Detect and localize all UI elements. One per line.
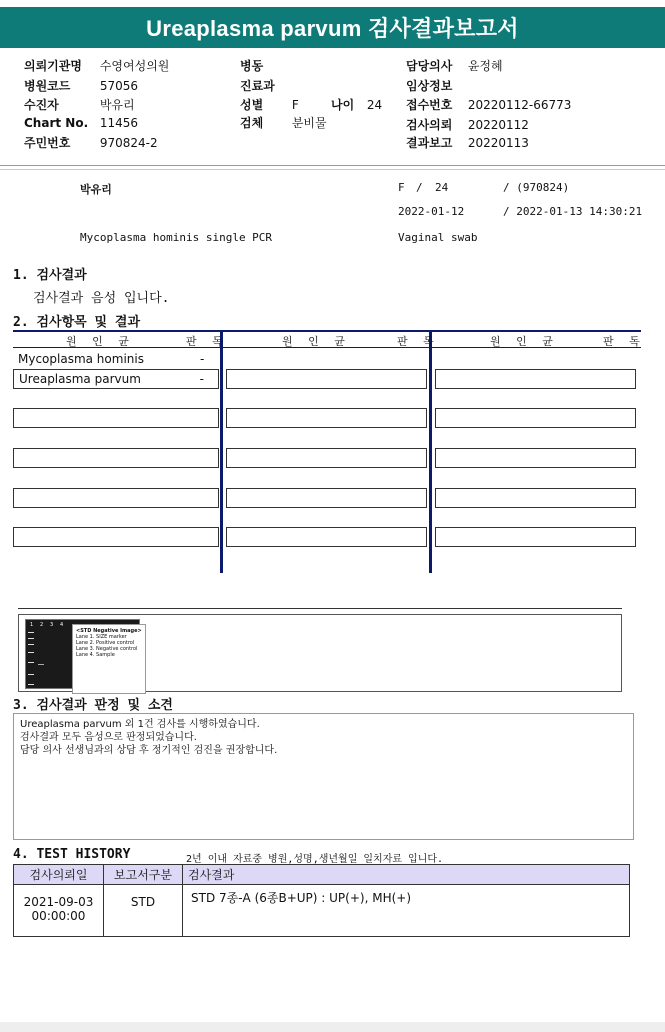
- table-divider-2: [429, 330, 432, 573]
- image-top-line: [18, 608, 622, 609]
- section-3-title: 3. 검사결과 판정 및 소견: [13, 698, 173, 713]
- empty-cell: [226, 488, 427, 508]
- empty-cell: [226, 369, 427, 389]
- reception-value: 20220112-66773: [467, 98, 572, 112]
- col-cause-3: 원 인 균: [490, 335, 559, 348]
- gel-image: [25, 619, 140, 689]
- age-row: [331, 96, 382, 113]
- report-row: [406, 134, 529, 151]
- history-table: [13, 864, 630, 937]
- doctor-row: [406, 57, 503, 74]
- ward-row: [240, 57, 267, 74]
- report-title: Ureaplasma parvum 검사결과보고서: [0, 7, 665, 48]
- gel-legend-title: <STD Negative Image>: [76, 628, 142, 634]
- history-header: 검사의뢰일: [14, 865, 104, 885]
- summary-specimen: Vaginal swab: [398, 231, 478, 244]
- empty-cell: [13, 408, 219, 428]
- request-label: 검사의뢰: [406, 118, 453, 132]
- summary-test: Mycoplasma hominis single PCR: [80, 231, 273, 244]
- request-value: 20220112: [467, 118, 529, 132]
- doctor-label: 담당의사: [406, 59, 453, 73]
- code-value: 57056: [99, 79, 139, 93]
- bottom-bar: [0, 1022, 665, 1032]
- summary-date2: / 2022-01-13 14:30:21: [503, 205, 643, 218]
- history-header-row: [14, 865, 630, 885]
- ward-label: 병동: [240, 59, 264, 73]
- summary-date1: 2022-01-12: [398, 205, 465, 218]
- lane-label: 1: [30, 622, 34, 628]
- header-divider: [0, 165, 665, 166]
- empty-cell: [435, 448, 636, 468]
- id-row: [24, 134, 158, 151]
- summary-slash: /: [416, 181, 423, 194]
- hospital-label: 의뢰기관명: [24, 59, 82, 73]
- opinion-line: 검사결과 모두 음성으로 판정되었습니다.: [20, 732, 197, 743]
- empty-cell: [435, 527, 636, 547]
- hospital-row: [24, 57, 169, 74]
- empty-cell: [226, 448, 427, 468]
- result-row: [13, 369, 219, 389]
- section-4-title: 4. TEST HISTORY: [13, 847, 131, 862]
- code-row: [24, 77, 138, 94]
- col-judge-2: 판 독: [397, 335, 440, 348]
- table-top-line: [13, 330, 641, 332]
- opinion-line: Ureaplasma parvum 외 1건 검사를 시행하였습니다.: [20, 719, 260, 730]
- lane-label: 3: [50, 622, 54, 628]
- history-type: STD: [104, 885, 183, 937]
- empty-cell: [226, 527, 427, 547]
- clinical-row: [406, 77, 456, 94]
- history-date: 2021-09-03: [23, 895, 94, 909]
- history-result: STD 7종-A (6종B+UP) : UP(+), MH(+): [183, 885, 630, 937]
- request-row: [406, 116, 529, 133]
- patient-row: [24, 96, 135, 113]
- history-row: [14, 885, 630, 937]
- history-header: 검사결과: [183, 865, 630, 885]
- opinion-box: [13, 713, 634, 840]
- lane-label: 4: [60, 622, 64, 628]
- section-4-note: 2년 이내 자료중 병원,성명,생년월일 일치자료 입니다.: [186, 854, 444, 865]
- empty-cell: [13, 488, 219, 508]
- hospital-value: 수영여성의원: [99, 59, 170, 73]
- opinion-line: 담당 의사 선생님과의 상담 후 정기적인 검진을 권장합니다.: [20, 745, 278, 756]
- table-divider-1: [220, 330, 223, 573]
- section-1-text: 검사결과 음성 입니다.: [33, 291, 170, 306]
- clinical-label: 임상정보: [406, 79, 453, 93]
- empty-cell: [435, 408, 636, 428]
- reception-row: [406, 96, 571, 113]
- result-row-value: -: [200, 352, 205, 366]
- col-judge-1: 판 독: [186, 335, 229, 348]
- summary-name: 박유리: [80, 183, 112, 196]
- reception-label: 접수번호: [406, 98, 453, 112]
- empty-cell: [435, 488, 636, 508]
- empty-cell: [13, 527, 219, 547]
- result-row-name: Ureaplasma parvum: [19, 372, 141, 386]
- specimen-value: 분비물: [291, 116, 327, 130]
- age-value: 24: [366, 98, 383, 112]
- gel-legend-line: Lane 3. Negative control: [76, 646, 138, 652]
- age-label: 나이: [331, 98, 355, 112]
- gel-image-frame: [18, 614, 622, 692]
- summary-sex: F: [398, 181, 405, 194]
- patient-value: 박유리: [99, 98, 135, 112]
- sex-value: F: [291, 98, 299, 112]
- col-cause-1: 원 인 균: [66, 335, 135, 348]
- chart-value: 11456: [99, 116, 139, 130]
- chart-row: [24, 116, 138, 130]
- col-judge-3: 판 독: [603, 335, 646, 348]
- gel-legend-line: Lane 2. Positive control: [76, 640, 135, 646]
- dept-label: 진료과: [240, 79, 275, 93]
- result-row-name: Mycoplasma hominis: [18, 352, 144, 366]
- section-1-title: 1. 검사결과: [13, 268, 87, 283]
- col-cause-2: 원 인 균: [282, 335, 351, 348]
- report-label: 결과보고: [406, 136, 453, 150]
- lane-label: 2: [40, 622, 44, 628]
- id-label: 주민번호: [24, 136, 71, 150]
- gel-legend-line: Lane 1. SIZE marker: [76, 634, 127, 640]
- section-2-title: 2. 검사항목 및 결과: [13, 315, 141, 330]
- summary-birth: / (970824): [503, 181, 570, 194]
- empty-cell: [226, 408, 427, 428]
- sex-label: 성별: [240, 98, 264, 112]
- id-value: 970824-2: [99, 136, 158, 150]
- history-header: 보고서구분: [104, 865, 183, 885]
- result-row-value: -: [199, 372, 204, 386]
- empty-cell: [435, 369, 636, 389]
- gel-legend: [72, 624, 146, 694]
- history-date-cell: [14, 885, 104, 937]
- specimen-label: 검체: [240, 116, 264, 130]
- report-value: 20220113: [467, 136, 529, 150]
- history-time: 00:00:00: [31, 909, 86, 923]
- dept-row: [240, 77, 279, 94]
- patient-label: 수진자: [24, 98, 59, 112]
- chart-label: Chart No.: [24, 116, 89, 130]
- gel-legend-line: Lane 4. Sample: [76, 652, 115, 658]
- header-divider-2: [0, 169, 665, 170]
- summary-age: 24: [435, 181, 449, 194]
- doctor-value: 윤정혜: [467, 59, 503, 73]
- sex-row: [240, 96, 299, 113]
- empty-cell: [13, 448, 219, 468]
- code-label: 병원코드: [24, 79, 71, 93]
- specimen-row: [240, 114, 327, 131]
